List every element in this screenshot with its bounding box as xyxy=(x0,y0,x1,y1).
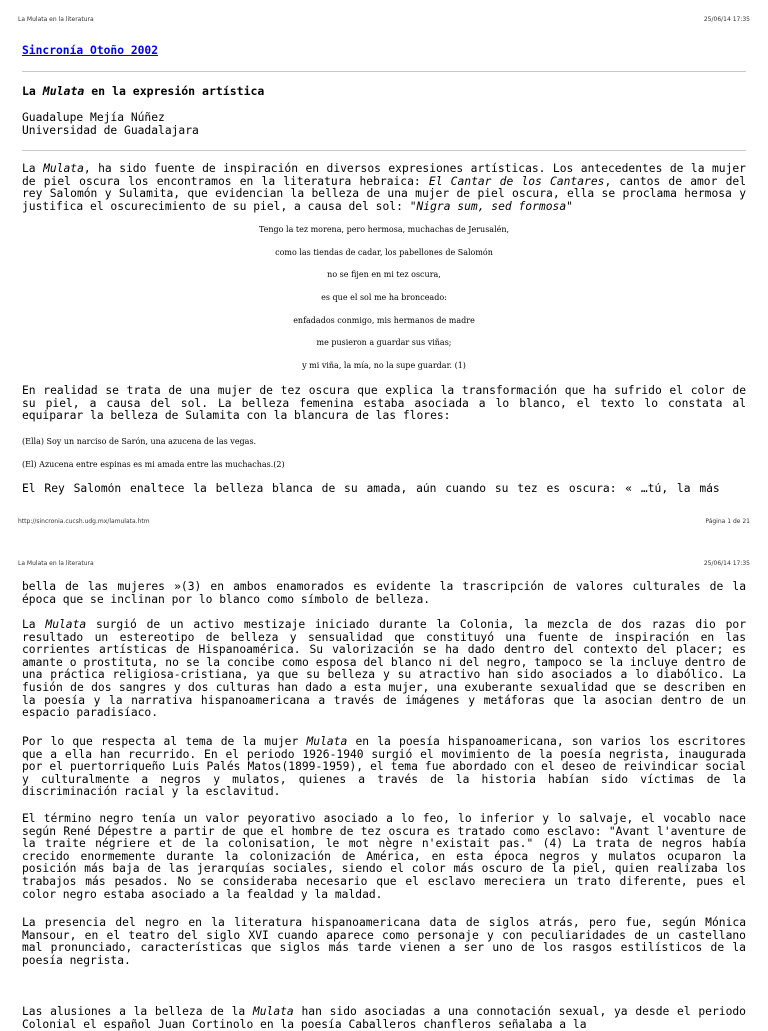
footer-page-number: Página 1 de 21 xyxy=(705,518,750,525)
poem-line: enfadados conmigo, mis hermanos de madre xyxy=(293,315,475,325)
paragraph: En realidad se trata de una mujer de tez oscura que explica la transformación que ha sufrido el color de su piel, a causa del sol. La belleza femenina estaba asociada a lo blanco, el texto lo constata al equiparar la belleza de Sulamita con la blancura de las flores: xyxy=(22,384,746,423)
paragraph: Por lo que respecta al tema de la mujer Mulata en la poesía hispanoamericana, son varios los escritores que a ella han recurrido. En el periodo 1926-1940 surgió el movimiento de la poesía negrista, inaugurada por el puertorriqueño Luis Palés Matos(1899-1959), el tema fue abordado con el deseo de reivindicar social y culturalmente a negros y mulatos, quienes a través de la historia habían sido víctimas de la discriminación racial y la esclavitud. xyxy=(22,735,746,799)
poem-line: y mi viña, la mía, no la supe guardar. (1) xyxy=(302,361,466,371)
intro-paragraph: La Mulata, ha sido fuente de inspiración en diversos expresiones artísticas. Los antecedentes de la mujer de piel oscura los encontramos en la literatura hebraica: El Cantar de los Cantares, cantos de amor del rey Salomón y Sulamita, que evidencian la belleza de una mujer de piel oscura, ella se proclama hermosa y justifica el oscurecimiento de su piel, a causa del sol: "Nigra sum, sed formosa" xyxy=(22,162,746,213)
paragraph: Las alusiones a la belleza de la Mulata han sido asociadas a una connotación sexual, ya desde el periodo Colonial el español Juan Cortinolo en la poesía Caballeros chanfleros señalaba a la xyxy=(22,1005,746,1031)
song-line-ella: (Ella) Soy un narciso de Sarón, una azucena de las vegas. xyxy=(22,437,257,446)
article-title: La Mulata en la expresión artística xyxy=(22,84,265,98)
poem-line: es que el sol me ha bronceado: xyxy=(321,293,447,303)
author-name: Guadalupe Mejía Núñez xyxy=(22,111,165,124)
poem-line: Tengo la tez morena, pero hermosa, muchachas de Jerusalén, xyxy=(258,225,510,234)
poem-line: me pusieron a guardar sus viñas; xyxy=(316,338,452,348)
paragraph: La Mulata surgió de un activo mestizaje iniciado durante la Colonia, la mezcla de dos razas dio por resultado un estereotipo de belleza y sensualidad que constituyó una fuente de inspiración en las corrientes artísticas de Hispanoamérica. Su valorización se ha dado dentro del contexto del placer; es amante o prostituta, no se la concibe como esposa del blanco ni del negro, tampoco se la incluye dentro de una práctica religiosa-cristiana, ya que su belleza y su atractivo han sido asociados a lo diabólico. La fusión de dos sangres y dos culturas han dado a esta mujer, una exuberante sexualidad que se describen en la poesía y la narrativa hispanoamericana a través de imágenes y metáforas que la asocian dentro de un espacio paradisíaco. xyxy=(22,618,746,720)
divider xyxy=(22,71,746,72)
poem-line: no se fijen en mi tez oscura, xyxy=(327,270,441,280)
header-datetime: 25/06/14 17:35 xyxy=(703,560,750,567)
paragraph: El término negro tenía un valor peyorativo asociado a lo feo, lo inferior y lo salvaje, el vocablo nace según René Dépestre a partir de que el hombre de tez oscura es tratado como esclavo: "Avant l'aventure de la traite négriere et de la colonisation, le mot nègre n'existait pas." (4) La trata de negros había crecido enormemente durante la colonización de América, en esta época negros y mulatos ocuparon la posición más baja de las jerarquías sociales, siendo el color más oscuro de la piel, quien realizaba los trabajos más pesados. No se consideraba necesario que el esclavo mereciera un trato diferente, pues el color negro estaba asociado a la fealdad y la maldad. xyxy=(22,812,746,901)
poem-quote xyxy=(22,224,746,383)
divider xyxy=(22,150,746,151)
header-title: La Mulata en la literatura xyxy=(18,560,94,567)
song-line-el: (El) Azucena entre espinas es mi amada entre las muchachas.(2) xyxy=(22,460,285,469)
footer-url: http://sincronia.cucsh.udg.mx/lamulata.htm xyxy=(18,518,150,525)
author-affiliation: Universidad de Guadalajara xyxy=(22,123,199,137)
poem-line: como las tiendas de cadar, los pabellones de Salomón xyxy=(275,247,493,257)
header-datetime: 25/06/14 17:35 xyxy=(703,16,750,23)
paragraph: bella de las mujeres »(3) en ambos enamorados es evidente la trascripción de valores culturales de la época que se inclinan por lo blanco como símbolo de belleza. xyxy=(22,580,746,606)
author-block xyxy=(22,112,199,137)
paragraph: El Rey Salomón enaltece la belleza blanca de su amada, aún cuando su tez es oscura: « …tú, la más xyxy=(22,483,720,495)
paragraph: La presencia del negro en la literatura hispanoamericana data de siglos atrás, pero fue, según Mónica Mansour, en el teatro del siglo XVI cuando aparece como personaje y con peculiaridades de un castellano mal pronunciado, características que siglos más tarde vienen a ser uno de los rasgos estilísticos de la poesía negrista. xyxy=(22,916,746,967)
sincronia-link[interactable]: Sincronía Otoño 2002 xyxy=(22,44,159,57)
page-header xyxy=(18,560,750,567)
header-title: La Mulata en la literatura xyxy=(18,16,94,23)
page-header xyxy=(18,16,750,23)
page-footer xyxy=(18,518,750,525)
